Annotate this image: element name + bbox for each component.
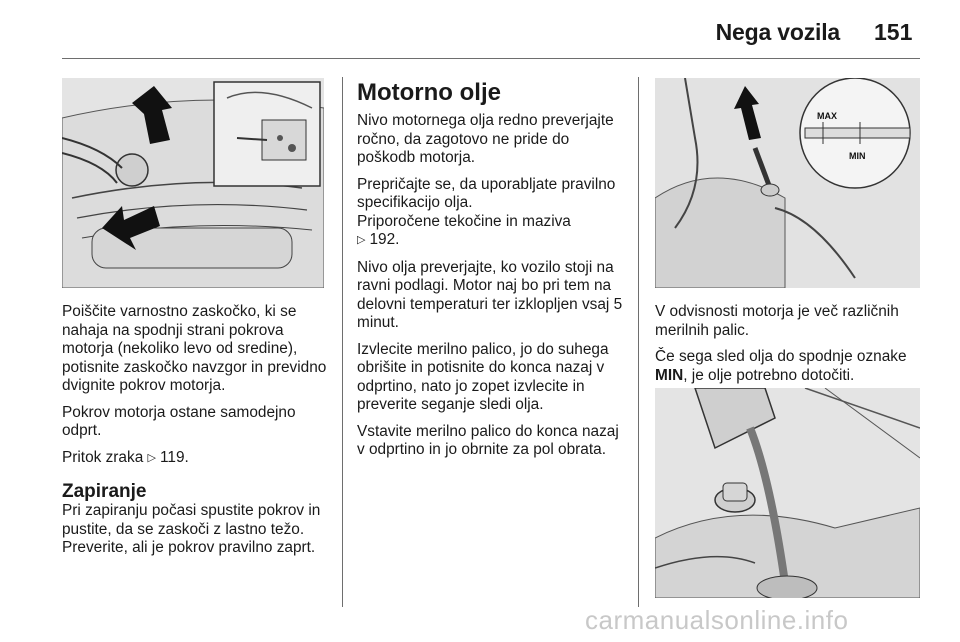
page-number: 151 <box>874 19 913 45</box>
dipstick-illustration <box>655 78 920 288</box>
hood-open-instructions: Poiščite varnostno zaskočko, ki se nahaja na spodnji strani pokrova motorja (nekoliko levo od sredine), potisnite zaskočko navzgor in previdno dvignite pokrov motorja. <box>62 303 327 394</box>
dipstick-min-label: MIN <box>849 151 866 161</box>
engine-oil-heading: Motorno olje <box>357 79 501 106</box>
page-ref-link-192[interactable]: ▷ 192. <box>357 231 399 248</box>
column-divider-1 <box>342 77 343 607</box>
oil-spec-text: Prepričajte se, da uporabljate pravilno specifikacijo olja. <box>357 175 616 211</box>
recommended-fluids-label: Priporočene tekočine in maziva <box>357 212 571 230</box>
dipstick-variants-note: V odvisnosti motorja je več različnih merilnih palic. <box>655 303 899 339</box>
closing-heading: Zapiranje <box>62 481 147 502</box>
column-2-text <box>357 80 627 468</box>
oil-spec-note <box>357 176 627 251</box>
min-mark-label: MIN <box>655 366 684 384</box>
watermark: carmanualsonline.info <box>585 605 849 635</box>
column-1-text <box>62 303 332 566</box>
header-rule <box>62 58 920 59</box>
dipstick-max-label: MAX <box>817 111 837 121</box>
page-ref-link-119[interactable]: ▷ 119. <box>148 449 189 466</box>
column-divider-2 <box>638 77 639 607</box>
oil-refill-note <box>655 348 925 385</box>
column-3-text <box>655 303 925 393</box>
dipstick-procedure: Izvlecite merilno palico, jo do suhega obrišite in potisnite do konca nazaj v odprtino, nato jo zopet izvlecite in preverite seganje sledi olja. <box>357 340 609 413</box>
hood-stays-open-note: Pokrov motorja ostane samodejno odprt. <box>62 403 296 439</box>
hood-close-instructions: Pri zapiranju počasi spustite pokrov in pustite, da se zaskoči z lastno težo. Preverite, ali je pokrov pravilno zaprt. <box>62 502 321 556</box>
dipstick-reinsert: Vstavite merilno palico do konca nazaj v odprtino in jo obrnite za pol obrata. <box>357 422 619 458</box>
oil-refill-suffix: , je olje potrebno dotočiti. <box>683 366 855 384</box>
hood-latch-illustration <box>62 78 324 288</box>
oil-refill-prefix: Če sega sled olja do spodnje oznake <box>655 348 907 365</box>
air-intake-reference <box>62 449 332 469</box>
oil-filling-illustration <box>655 388 920 598</box>
section-title: Nega vozila <box>715 19 840 45</box>
oil-check-intro: Nivo motornega olja redno preverjajte ročno, da zagotovo ne pride do poškodb motorja. <box>357 112 614 166</box>
air-intake-label: Pritok zraka <box>62 448 144 466</box>
oil-check-conditions: Nivo olja preverjajte, ko vozilo stoji na ravni podlagi. Motor naj bo pri tem na delovni temperaturi ter izklopljen vsaj 5 minut. <box>357 258 623 331</box>
